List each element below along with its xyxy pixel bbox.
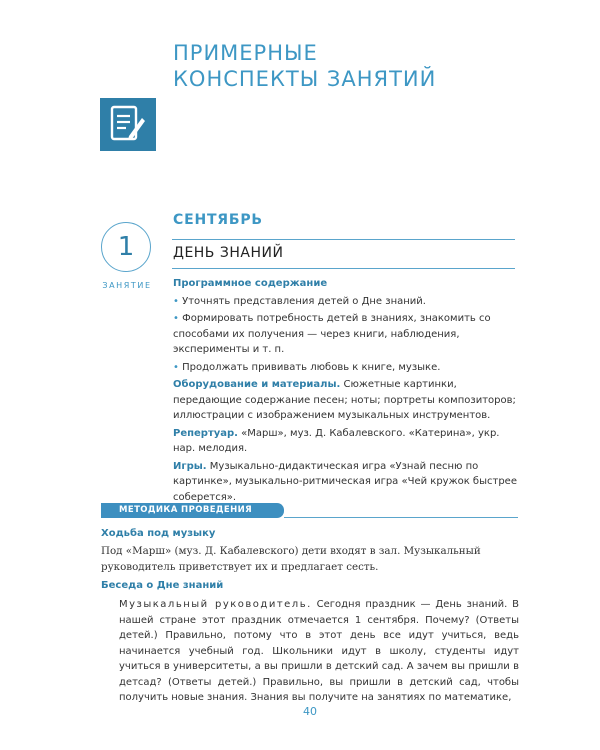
section-title-line-2: КОНСПЕКТЫ ЗАНЯТИЙ bbox=[173, 67, 437, 91]
program-heading: Программное содержание bbox=[173, 278, 328, 289]
lesson-label: ЗАНЯТИЕ bbox=[102, 281, 152, 290]
section-title bbox=[173, 40, 436, 92]
repertoire-paragraph: Репертуар. «Марш», муз. Д. Кабалевского. «Катерина», укр. нар. мелодия. bbox=[173, 427, 500, 454]
month-heading: СЕНТЯБРЬ bbox=[173, 212, 263, 228]
walk-heading: Ходьба под музыку bbox=[101, 528, 216, 539]
talk-heading: Беседа о Дне знаний bbox=[101, 580, 224, 591]
walk-paragraph: Под «Марш» (муз. Д. Кабалевского) дети входят в зал. Музыкальный руководитель приветствует их и предлагает сесть. bbox=[101, 545, 481, 573]
speaker-name: Музыкальный руководитель. bbox=[119, 599, 312, 610]
divider bbox=[172, 239, 515, 240]
page-number: 40 bbox=[303, 705, 317, 718]
program-bullet: • Уточнять представления детей о Дне знаний. bbox=[173, 295, 426, 307]
topic-heading: ДЕНЬ ЗНАНИЙ bbox=[173, 245, 284, 261]
talk-paragraph: Музыкальный руководитель. Сегодня праздник — День знаний. В нашей стране этот праздник отмечается 1 сентября. Почему? (Ответы детей.) Правильно, потому что в этот день все идут учиться, ведь начинается учебный год. Школьники идут в школу, студенты идут учиться в университеты, а вы пришли в детский сад. А зачем вы пришли в детсад? (Ответы детей.) Правильно, вы пришли в детский сад, чтобы получить новые знания. Знания вы получите на занятиях по математике, bbox=[119, 599, 519, 703]
equipment-paragraph: Оборудование и материалы. Сюжетные картинки, передающие содержание песен; ноты; портреты композиторов; иллюстрации с изображением музыкальных инструментов. bbox=[173, 379, 516, 421]
games-paragraph: Игры. Музыкально-дидактическая игра «Узнай песню по картинке», музыкально-ритмическая игра «Чей кружок быстрее соберется». bbox=[173, 460, 517, 503]
divider bbox=[284, 517, 518, 518]
program-bullet: • Формировать потребность детей в знаниях, знакомить со способами их получения — через книги, наблюдения, эксперименты и т. п. bbox=[173, 313, 491, 355]
divider bbox=[172, 268, 515, 269]
method-banner-label: МЕТОДИКА ПРОВЕДЕНИЯ bbox=[119, 505, 253, 515]
program-bullet: • Продолжать прививать любовь к книге, музыке. bbox=[173, 361, 441, 373]
lesson-description bbox=[173, 276, 518, 505]
lesson-number: 1 bbox=[101, 222, 151, 272]
section-title-line-1: ПРИМЕРНЫЕ bbox=[173, 41, 318, 65]
notes-icon bbox=[100, 98, 156, 151]
